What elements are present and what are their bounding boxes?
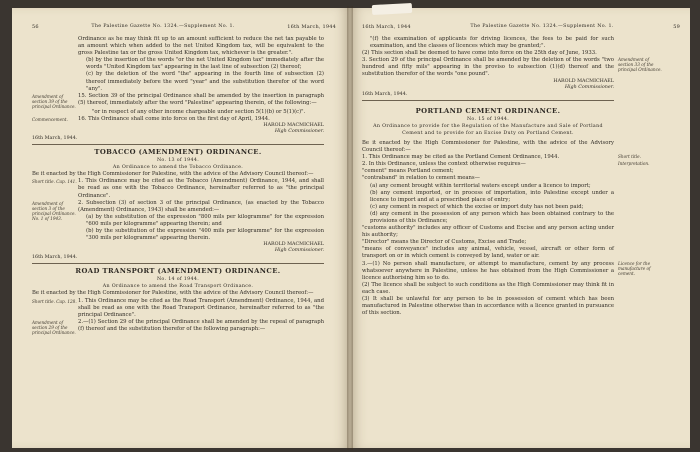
marginal-note-tobacco-s1: Short title. Cap. 141. — [32, 179, 77, 185]
right-page-number: 59 — [673, 24, 680, 30]
marginal-note-interpretation: Interpretation. — [618, 161, 650, 167]
marginal-note-s16: Commencement. — [32, 116, 68, 122]
definition-customs-authority: "customs authority" includes any officer of Customs and Excise and any person acting under his authority; — [362, 225, 614, 239]
tobacco-enacting-clause: Be it enacted by the High Commissioner for Palestine, with the advice of the Advisory Council thereof:— — [32, 171, 314, 178]
right-running-header — [362, 24, 680, 30]
date-line-2: 16th March, 1944. — [32, 255, 78, 261]
left-page — [12, 8, 351, 448]
book-spine-gutter — [347, 6, 353, 450]
date-line-1: 16th March, 1944. — [32, 135, 78, 141]
marginal-note-s3: Amendment of section 33 of the principal Ordinance. — [618, 57, 662, 73]
portland-cement-ordinance-subtitle: An Ordinance to provide for the Regulation of the Manufacture and Sale of Portland Cement and to provide for an Excise Duty on Portland Cement. — [373, 123, 603, 136]
divider-rule — [362, 100, 614, 101]
definition-contraband-c: (c) any cement in respect of which the excise or import duty has not been paid; — [370, 203, 584, 210]
signature-name: HAROLD MACMICHAEL — [553, 78, 614, 84]
cement-section-3-3: (3) It shall be unlawful for any person to be in possession of cement which has been manufactured in Palestine otherwise than in accordance with a licence granted in pursuance of this section. — [362, 296, 614, 317]
portland-cement-enacting-clause: Be it enacted by the High Commissioner for Palestine, with the advice of the Advisory Council thereof:— — [362, 139, 614, 154]
signature-name: HAROLD MACMICHAEL — [263, 122, 324, 128]
road-transport-enacting-clause: Be it enacted by the High Commissioner for Palestine, with the advice of the Advisory Council thereof:— — [32, 290, 314, 297]
divider-rule — [32, 263, 324, 264]
left-header-title: The Palestine Gazette No. 1324.—Supplement No. 1. — [91, 24, 235, 29]
marginal-note-s15: Amendment of section 39 of the principal Ordinance. — [32, 93, 76, 109]
fragment-para-1: Ordinance as he may think fit up to an amount sufficient to reduce the net tax payable to an amount which when added to the net United Kingdom tax, will be equivalent to the gross Palestine tax or the gross United Kingdom tax, whichever is the greater.". — [78, 36, 324, 57]
cement-section-3-1: 3.—(1) No person shall manufacture, or attempt to manufacture, cement by any process whatsoever anywhere in Palestine, unless he has obtained from the High Commissioner a licence authorising him so to do. — [362, 260, 614, 281]
marginal-note-short-title: Short title. — [618, 154, 641, 160]
tobacco-ordinance-title: TOBACCO (AMENDMENT) ORDINANCE. — [94, 148, 262, 157]
section-3-text: 3. Section 29 of the principal Ordinance shall be amended by the deletion of the words "two hundred and fifty mils" appearing in the proviso to subsection (1)(d) thereof and the substitution therefor of the words "one pound". — [362, 57, 614, 78]
tobacco-section-2a: (a) by the substitution of the expression "800 mils per kilogramme" for the expression "600 mils per kilogramme" appearing therein; and — [86, 213, 324, 227]
portland-cement-ordinance-number: No. 15 of 1944. — [466, 116, 510, 122]
marginal-note-rt-s2: Amendment of section 29 of the principal Ordinance. — [32, 319, 76, 335]
divider-rule — [32, 144, 324, 145]
signature-block-3 — [362, 79, 614, 91]
tobacco-section-2-intro: 2. Subsection (3) of section 3 of the principal Ordinance, (as enacted by the Tobacco (Amendment) Ordinance, 1943) shall be amended:— — [78, 199, 324, 213]
road-transport-ordinance-title: ROAD TRANSPORT (AMENDMENT) ORDINANCE. — [75, 267, 281, 276]
right-column — [362, 36, 662, 317]
section-15-quote: "or in respect of any other income chargeable under section 5(1)(b) or 5(1)(c)". — [92, 108, 306, 115]
road-transport-section-2: 2.—(1) Section 29 of the principal Ordinance shall be amended by the repeal of paragraph (f) thereof and the substitution therefor of the following paragraph:— — [78, 318, 324, 332]
portland-cement-ordinance-title: PORTLAND CEMENT ORDINANCE. — [415, 106, 561, 115]
definition-contraband-b: (b) any cement imported, or in process of importation, into Palestine except under a licence to import and at a prescribed place of entry; — [370, 189, 614, 203]
definition-contraband: "contraband" in relation to cement means— — [362, 175, 480, 182]
tobacco-ordinance-subtitle: An Ordinance to amend the Tobacco Ordinance. — [112, 165, 244, 171]
right-page — [350, 8, 690, 448]
road-transport-ordinance-number: No. 14 of 1944. — [156, 277, 200, 283]
marginal-note-licence: Licence for the manufacture of cement. — [618, 260, 651, 276]
tobacco-ordinance-number: No. 13 of 1944. — [156, 158, 200, 164]
signature-name: HAROLD MACMICHAEL — [263, 242, 324, 248]
cement-section-3-2: (2) The licence shall be subject to such conditions as the High Commissioner may think fit in each case. — [362, 281, 614, 295]
signature-title: High Commissioner. — [564, 84, 614, 90]
definition-contraband-a: (a) any cement brought within territorial waters except under a licence to import; — [370, 182, 591, 189]
fragment-para-b: (b) by the insertion of the words "or the net United Kingdom tax" immediately after the words "United Kingdom tax" appearing in the last line of subsection (2) thereof; — [86, 57, 324, 71]
definition-means-of-conveyance: "means of conveyance" includes any animal, vehicle, vessel, aircraft or other form of transport on or in which cement is conveyed by land, water or air. — [362, 246, 614, 260]
right-header-date: 16th March, 1944 — [362, 24, 411, 30]
road-transport-section-1: 1. This Ordinance may be cited as the Road Transport (Amendment) Ordinance, 1944, and shall be read as one with the Road Transport Ordinance, hereinafter referred to as "the principal Ordinance". — [78, 297, 324, 318]
signature-title: High Commissioner. — [274, 128, 324, 134]
cement-section-1: 1. This Ordinance may be cited as the Portland Cement Ordinance, 1944. — [362, 154, 560, 161]
paper-bookmark-tab — [372, 3, 412, 15]
marginal-note-rt-s1: Short title. Cap. 128. — [32, 298, 77, 304]
section-16-text: 16. This Ordinance shall come into force on the first day of April, 1944. — [78, 115, 270, 122]
left-running-header — [32, 24, 336, 30]
signature-block-1 — [32, 123, 324, 135]
fragment-para-c: (c) by the deletion of the word "the" appearing in the fourth line of subsection (2) thereof immediately before the word "year" and the substitution therefor of the word "any". — [86, 71, 324, 92]
subsection-2-text: (2) This section shall be deemed to have come into force on the 25th day of June, 1933. — [362, 50, 597, 57]
definition-director: "Director" means the Director of Customs, Excise and Trade; — [362, 239, 527, 246]
paragraph-f-text: "(f) the examination of applicants for driving licences, the fees to be paid for such examination, and the classes of licences which may be granted;". — [370, 36, 614, 50]
cement-section-2: 2. In this Ordinance, unless the context otherwise requires— — [362, 161, 526, 168]
tobacco-section-1: 1. This Ordinance may be cited as the Tobacco (Amendment) Ordinance, 1944, and shall be read as one with the Tobacco Ordinance, hereinafter referred to as "the principal Ordinance". — [78, 178, 324, 199]
signature-title: High Commissioner. — [274, 248, 324, 254]
date-line-3: 16th March, 1944. — [362, 91, 408, 97]
definition-cement: "cement" means Portland cement; — [362, 168, 454, 175]
signature-block-2 — [32, 242, 324, 254]
right-header-title: The Palestine Gazette No. 1324.—Supplement No. 1. — [470, 24, 614, 29]
tobacco-section-2 — [78, 200, 324, 243]
left-column — [32, 36, 324, 335]
definition-contraband-d: (d) any cement in the possession of any person which has been obtained contrary to the provisions of this Ordinance; — [370, 210, 614, 224]
road-transport-ordinance-subtitle: An Ordinance to amend the Road Transport Ordinance. — [102, 284, 254, 290]
definitions-list — [362, 168, 614, 260]
section-15-text: 15. Section 39 of the principal Ordinance shall be amended by the insertion in paragraph (5) thereof, immediately after the word "Palestine" appearing therein, of the following:— — [78, 92, 324, 106]
marginal-note-tobacco-s2: Amendment of section 3 of the principal Ordinance. No. 1 of 1943. — [32, 200, 76, 221]
left-page-number: 56 — [32, 24, 39, 30]
left-header-date: 16th March, 1944 — [287, 24, 336, 30]
tobacco-section-2b: (b) by the substitution of the expression "400 mils per kilogramme" for the expression "300 mils per kilogramme" appearing therein. — [86, 227, 324, 242]
